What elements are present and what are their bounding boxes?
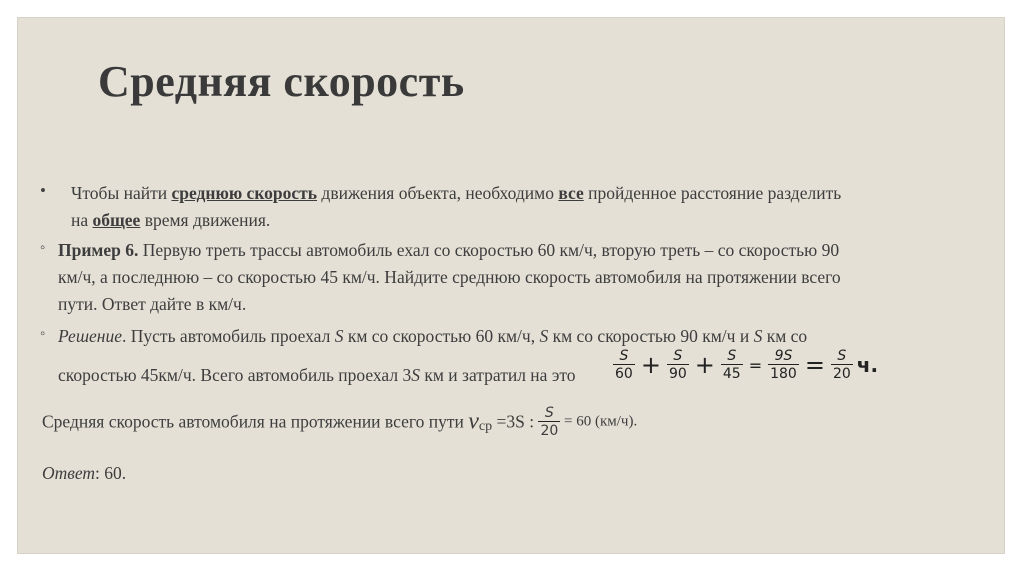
answer-value: : 60. [95,463,127,483]
variable-s: S [411,365,420,385]
sub-bullet-circle-icon: ◦ [40,326,46,342]
definition-text: на [71,210,93,230]
definition-text: время движения. [140,210,271,230]
hours-unit: ч. [856,353,879,377]
fraction: $\frac{S}{20}$ [832,348,851,382]
bullet-dot-icon: • [40,181,46,200]
fraction: $\frac{S}{60}$ [615,348,633,382]
time-formula [613,348,878,382]
velocity-symbol: v [468,408,479,435]
example-paragraph [58,237,978,318]
fraction: $\frac{S}{20}$ [540,405,559,439]
term-all: все [558,183,584,203]
variable-s: S [753,326,763,346]
example-label: Пример 6. [58,240,139,260]
solution-text: км со скоростью 60 км/ч, [343,326,540,346]
slide-title: Средняя скорость [98,57,465,106]
fraction: $\frac{S}{45}$ [722,348,741,382]
average-text: Средняя скорость автомобиля на протяжении всего пути [42,411,469,432]
definition-text: пройденное расстояние разделить [583,183,842,203]
answer-label: Ответ [42,463,96,483]
equals-sign: = [748,355,763,375]
average-text: =3S : [492,411,539,432]
equals-sign: = [804,351,825,379]
example-text: км/ч, а последнюю – со скоростью 45 км/ч. Найдите среднюю скорость автомобиля на протяжении всего [58,267,841,287]
solution-text: скоростью 45км/ч. Всего автомобиль проехал 3 [58,365,412,385]
solution-text: . Пусть автомобиль проехал [122,326,335,346]
definition-text: Чтобы найти [71,183,172,203]
plus-sign: + [694,351,715,379]
variable-s: S [334,326,344,346]
sub-bullet-circle-icon: ◦ [40,240,46,256]
example-text: Первую треть трассы автомобиль ехал со скоростью 60 км/ч, вторую треть – со скоростью 90 [138,240,840,260]
solution-line-2 [58,362,576,389]
variable-s: S [539,326,549,346]
definition-paragraph [71,180,971,234]
solution-text: км и затратил на это [419,365,576,385]
fraction: $\frac{S}{90}$ [668,348,687,382]
solution-label: Решение [58,326,123,346]
definition-text: движения объекта, необходимо [317,183,559,203]
solution-line-1 [58,323,958,350]
average-result: = 60 (км/ч). [560,413,638,430]
average-speed-line [42,405,637,440]
answer-line [42,460,126,487]
example-text: пути. Ответ дайте в км/ч. [58,294,247,314]
term-average-speed: среднюю скорость [171,183,318,203]
solution-text: км со скоростью 90 км/ч и [548,326,754,346]
plus-sign: + [640,351,661,379]
term-total: общее [92,210,141,230]
velocity-subscript: ср [478,419,493,435]
fraction: $\frac{9S}{180}$ [770,348,797,382]
solution-text: км со [762,326,808,346]
